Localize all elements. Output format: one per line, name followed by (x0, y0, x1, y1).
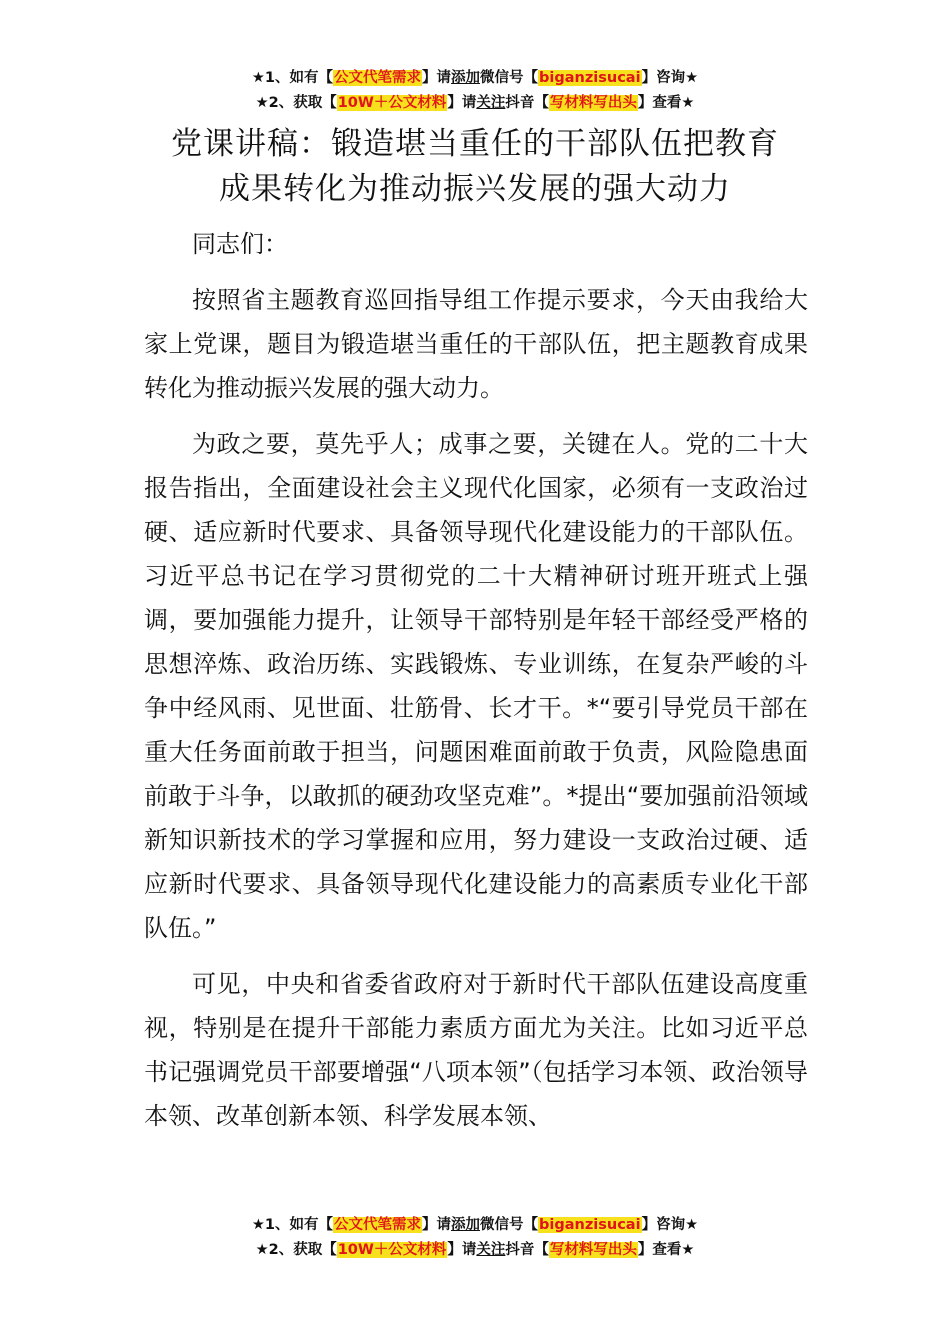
wechat-id: biganzisucai (539, 70, 641, 86)
douyin-id: 写材料写出头 (549, 95, 637, 111)
document-body (144, 222, 808, 1150)
highlight-text: 10W＋公文材料 (337, 1242, 447, 1258)
paragraph-3: 可见，中央和省委省政府对于新时代干部队伍建设高度重视，特别是在提升干部能力素质方面尤为关注。比如习近平总书记强调党员干部要增强“八项本领”（包括学习本领、政治领导本领、改革创新本领、科学发展本领、 (144, 970, 808, 1130)
title-line-1: 党课讲稿：锻造堪当重任的干部队伍把教育 (171, 126, 779, 162)
highlight-text: 10W＋公文材料 (337, 95, 447, 111)
highlight-text: 公文代笔需求 (334, 70, 422, 86)
paragraph-1: 按照省主题教育巡回指导组工作提示要求，今天由我给大家上党课，题目为锻造堪当重任的干部队伍，把主题教育成果转化为推动振兴发展的强大动力。 (144, 286, 808, 402)
douyin-id: 写材料写出头 (549, 1242, 637, 1258)
paragraph-2: 为政之要，莫先乎人；成事之要，关键在人。党的二十大报告指出，全面建设社会主义现代化国家，必须有一支政治过硬、适应新时代要求、具备领导现代化建设能力的干部队伍。习近平总书记在学习贯彻党的二十大精神研讨班开班式上强调，要加强能力提升，让领导干部特别是年轻干部经受严格的思想淬炼、政治历练、实践锻炼、专业训练，在复杂严峻的斗争中经风雨、见世面、壮筋骨、长才干。*“要引导党员干部在重大任务面前敢于担当，问题困难面前敢于负责，风险隐患面前敢于斗争，以敢抓的硬劲攻坚克难”。*提出“要加强前沿领域新知识新技术的学习掌握和应用，努力建设一支政治过硬、适应新时代要求、具备领导现代化建设能力的高素质专业化干部队伍。” (144, 430, 808, 942)
banner-line-1: ★1、如有【公文代笔需求】请添加微信号【biganzisucai】咨询★ (251, 70, 699, 86)
banner-line-1: ★1、如有【公文代笔需求】请添加微信号【biganzisucai】咨询★ (251, 1217, 699, 1233)
top-banner (0, 66, 950, 116)
bottom-banner (0, 1213, 950, 1263)
document-title (0, 122, 950, 212)
title-line-2: 成果转化为推动振兴发展的强大动力 (219, 171, 731, 207)
banner-line-2: ★2、获取【10W＋公文材料】请关注抖音【写材料写出头】查看★ (255, 1242, 695, 1258)
highlight-text: 公文代笔需求 (334, 1217, 422, 1233)
banner-line-2: ★2、获取【10W＋公文材料】请关注抖音【写材料写出头】查看★ (255, 95, 695, 111)
wechat-id: biganzisucai (539, 1217, 641, 1233)
greeting: 同志们： (192, 230, 288, 258)
